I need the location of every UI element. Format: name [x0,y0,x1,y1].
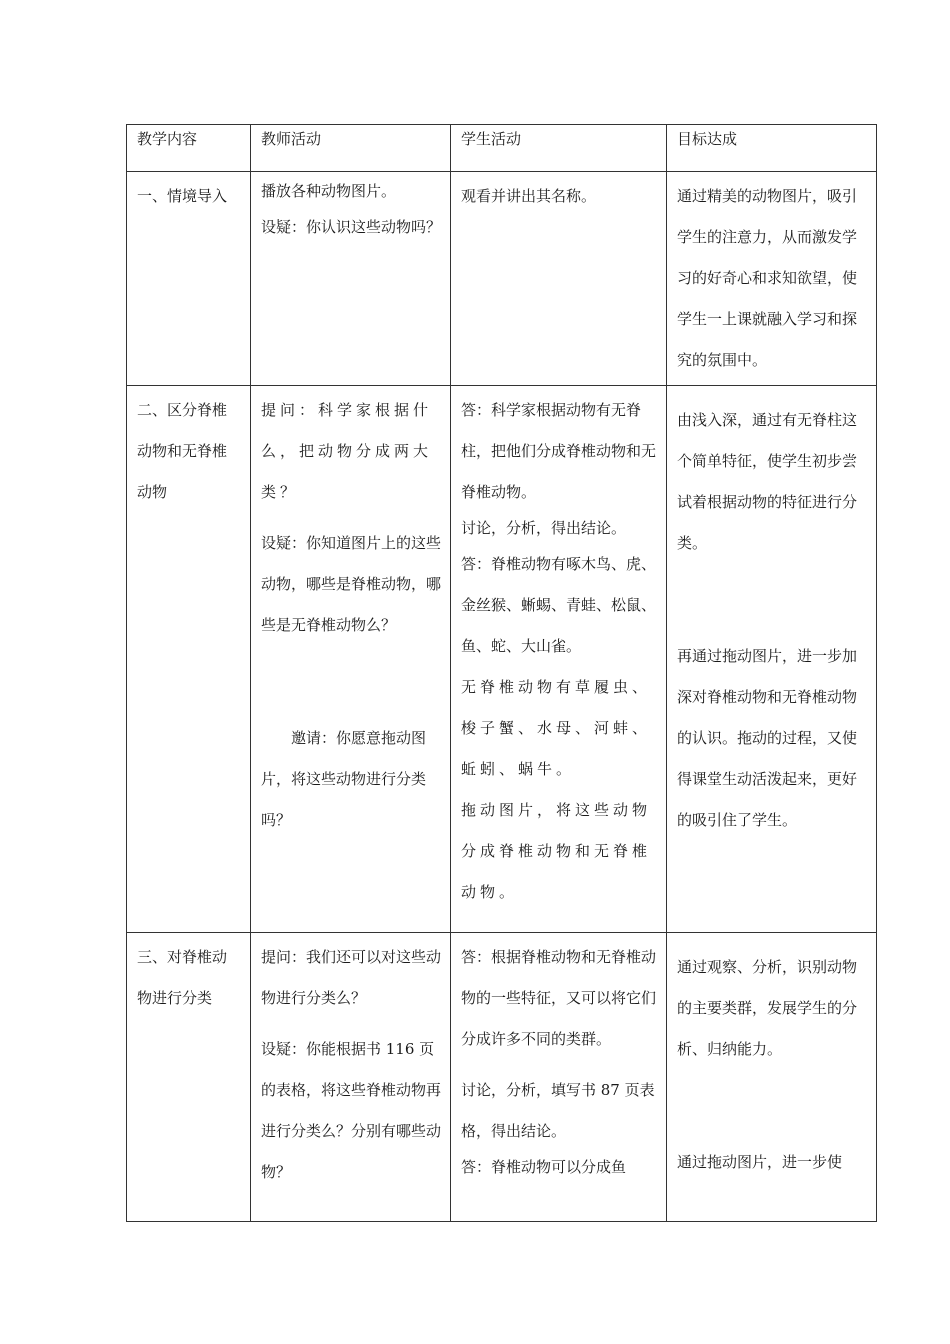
header-content: 教学内容 [127,125,251,172]
row-content-cell [127,172,251,386]
teacher-text: 播放各种动物图片。 [261,182,397,200]
teacher-text: 设疑：你能根据书 116 页的表格，将这些脊椎动物再进行分类么？分别有哪些动物？ [261,1040,442,1181]
goal-cell [667,172,877,386]
student-text: 无脊椎动物有草履虫、梭子蟹、水母、河蚌、蚯蚓、蜗牛。 [461,678,652,778]
teacher-text: 提问：科学家根据什么，把动物分成两大类？ [261,401,433,501]
student-text: 观看并讲出其名称。 [461,187,597,205]
goal-text: 通过拖动图片，进一步使 [677,1153,843,1171]
header-goal: 目标达成 [667,125,877,172]
teacher-text: 邀请：你愿意拖动图片，将这些动物进行分类吗？ [261,729,427,829]
table-row [127,933,877,1222]
table-row [127,386,877,933]
student-text: 拖动图片，将这些动物分成脊椎动物和无脊椎动物。 [461,801,652,901]
row-content-cell [127,933,251,1222]
table-row [127,172,877,386]
student-text: 讨论，分析，得出结论。 [461,519,627,537]
teacher-activity-cell [251,172,451,386]
student-activity-cell [451,172,667,386]
student-activity-cell [451,386,667,933]
student-text: 答：根据脊椎动物和无脊椎动物的一些特征，又可以将它们分成许多不同的类群。 [461,948,657,1048]
header-teacher: 教师活动 [251,125,451,172]
goal-text: 由浅入深，通过有无脊柱这个简单特征，使学生初步尝试着根据动物的特征进行分类。 [677,411,858,552]
lesson-plan-table [126,124,877,1222]
teacher-text: 设疑：你知道图片上的这些动物，哪些是脊椎动物，哪些是无脊椎动物么？ [261,534,442,634]
header-student: 学生活动 [451,125,667,172]
teacher-activity-cell [251,386,451,933]
goal-cell [667,386,877,933]
row-content-text: 二、区分脊椎动物和无脊椎动物 [137,401,228,501]
row-content-cell [127,386,251,933]
teacher-text: 提问：我们还可以对这些动物进行分类么？ [261,948,442,1007]
goal-text: 通过观察、分析，识别动物的主要类群，发展学生的分析、归纳能力。 [677,958,858,1058]
student-text: 答：脊椎动物可以分成鱼 [461,1158,627,1176]
student-text: 金丝猴、蜥蜴、青蛙、松鼠、鱼、蛇、大山雀。 [461,596,657,655]
goal-text: 通过精美的动物图片，吸引学生的注意力，从而激发学习的好奇心和求知欲望，使学生一上课就融入学习和探究的氛围中。 [677,187,858,369]
teacher-text: 设疑：你认识这些动物吗？ [261,218,442,236]
student-text: 答：科学家根据动物有无脊柱，把他们分成脊椎动物和无脊椎动物。 [461,401,657,501]
goal-text: 再通过拖动图片，进一步加深对脊椎动物和无脊椎动物的认识。拖动的过程，又使得课堂生动活泼起来，更好的吸引住了学生。 [677,647,858,829]
student-activity-cell [451,933,667,1222]
row-content-text: 一、情境导入 [137,187,228,205]
row-content-text: 三、对脊椎动物进行分类 [137,948,228,1007]
goal-cell [667,933,877,1222]
student-text: 答：脊椎动物有啄木鸟、虎、 [461,555,657,573]
teacher-activity-cell [251,933,451,1222]
table-header-row [127,125,877,172]
student-text: 讨论，分析，填写书 87 页表格，得出结论。 [461,1081,655,1140]
